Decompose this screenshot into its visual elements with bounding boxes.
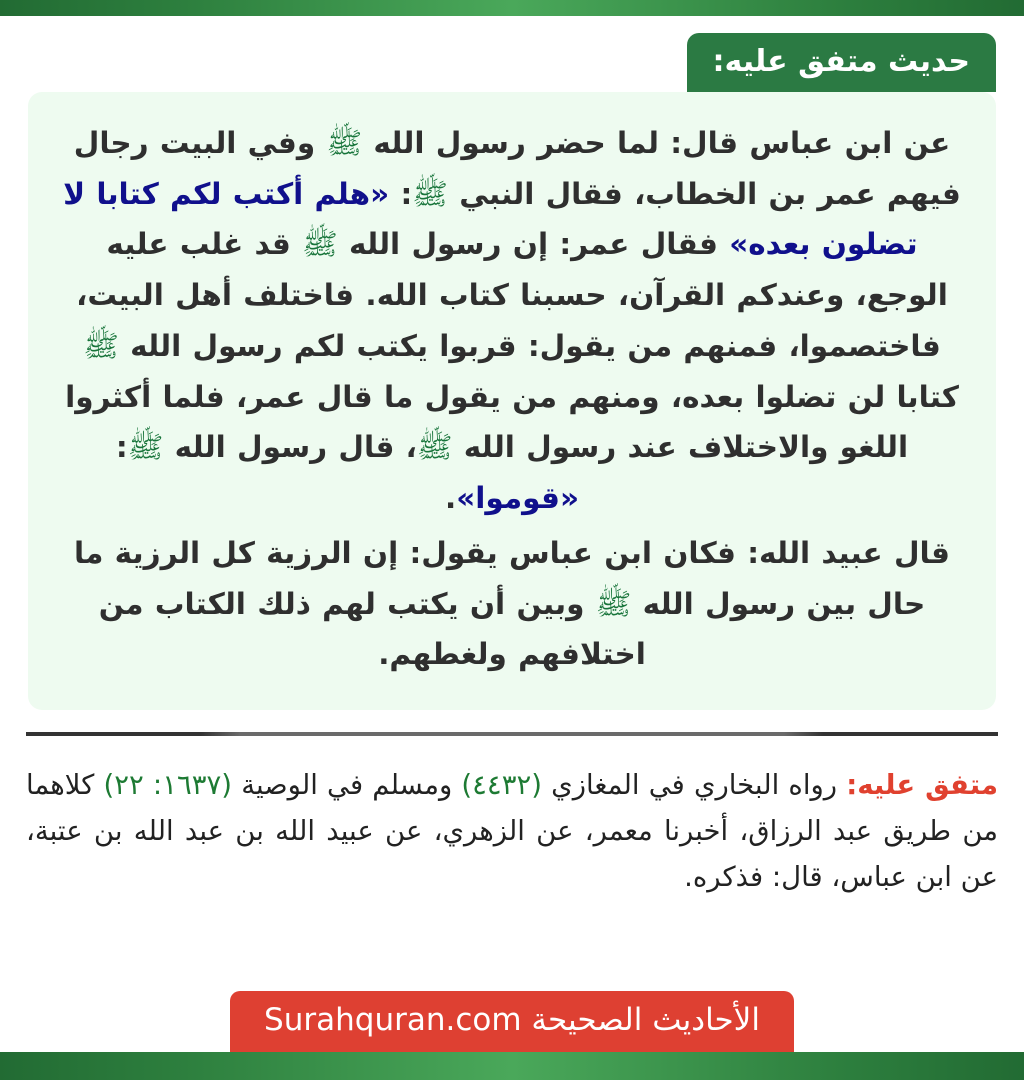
hadith-paragraph-1 xyxy=(58,118,966,473)
footer-row xyxy=(0,991,1024,1052)
hadith-text-card xyxy=(28,92,996,710)
hadith-paragraph-2 xyxy=(58,528,966,680)
header-row xyxy=(0,33,1024,92)
hadith-text-segment: : xyxy=(115,430,128,465)
section-divider xyxy=(26,732,998,736)
hadith-text-segment: : xyxy=(389,176,413,211)
site-banner[interactable]: الأحاديث الصحيحة Surahquran.com xyxy=(230,991,794,1052)
sallallahu-alayhi-wasallam-icon: ﷺ xyxy=(416,430,453,465)
hadith-text-segment: فقال عمر: إن رسول الله xyxy=(337,227,730,262)
sallallahu-alayhi-wasallam-icon: ﷺ xyxy=(326,126,363,160)
sallallahu-alayhi-wasallam-icon: ﷺ xyxy=(127,430,164,465)
muslim-reference-number: (١٦٣٧: ٢٢) xyxy=(103,769,233,802)
hadith-text-segment: وبين أن يكتب لهم ذلك الكتاب من اختلافهم ولغطهم. xyxy=(98,586,646,672)
hadith-text-segment: ، قال رسول الله xyxy=(163,430,417,465)
sallallahu-alayhi-wasallam-icon: ﷺ xyxy=(302,227,338,262)
hadith-text-segment: وفي البيت رجال فيهم عمر بن الخطاب، فقال النبي xyxy=(73,126,961,211)
bottom-accent-bar xyxy=(0,1052,1024,1080)
citation-text-segment: كلاهما من طريق عبد الرزاق، أخبرنا معمر، عن الزهري، عن عبيد الله بن عبد الله بن عتبة، عن ابن عباس، قال: فذكره. xyxy=(26,769,998,894)
sallallahu-alayhi-wasallam-icon: ﷺ xyxy=(595,586,632,621)
takhrij-citation xyxy=(26,762,998,901)
citation-text-segment: ومسلم في الوصية xyxy=(232,769,462,802)
hadith-text-segment: عن ابن عباس قال: لما حضر رسول الله xyxy=(362,126,951,160)
hadith-text-segment: كتابا لن تضلوا بعده، ومنهم من يقول ما قال عمر، فلما أكثروا اللغو والاختلاف عند رسول الله xyxy=(65,379,959,465)
citation-grade-label: متفق عليه: xyxy=(846,769,998,802)
prophet-quote-2: «قوموا» xyxy=(456,481,579,516)
sallallahu-alayhi-wasallam-icon: ﷺ xyxy=(83,328,119,363)
hadith-grade-badge: حديث متفق عليه: xyxy=(687,33,997,92)
prophet-quote-1: «هلم أكتب لكم كتابا لا تضلون بعده» xyxy=(63,176,918,262)
bukhari-reference-number: (٤٤٣٢) xyxy=(461,769,542,802)
hadith-quote-line xyxy=(58,473,966,524)
citation-text-segment: رواه البخاري في المغازي xyxy=(541,769,847,802)
top-accent-bar xyxy=(0,0,1024,16)
hadith-text-segment: قد غلب عليه الوجع، وعندكم القرآن، حسبنا كتاب الله. فاختلف أهل البيت، فاختصموا، فمنهم من يقول: قربوا يكتب لكم رسول الله xyxy=(76,227,948,363)
sallallahu-alayhi-wasallam-icon: ﷺ xyxy=(412,176,448,211)
hadith-text-segment: قال عبيد الله: فكان ابن عباس يقول: إن الرزية كل الرزية ما حال بين رسول الله xyxy=(74,535,950,621)
page-sheet xyxy=(0,16,1024,1052)
hadith-text-segment: . xyxy=(444,481,457,516)
